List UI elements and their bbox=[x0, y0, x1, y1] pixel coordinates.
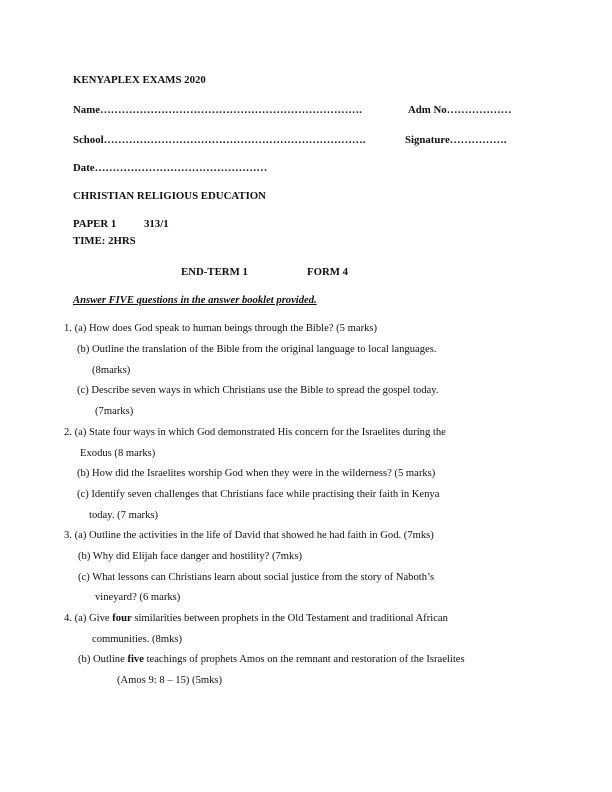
question-2c-cont: today. (7 marks) bbox=[89, 510, 159, 521]
question-2a: 2. (a) State four ways in which God demonstrated His concern for the Israelites during the bbox=[64, 427, 446, 438]
q4b-text-rest: teachings of prophets Amos on the remnant and restoration of the Israelites bbox=[143, 654, 465, 665]
exam-title: KENYAPLEX EXAMS 2020 bbox=[73, 74, 206, 86]
form-label: FORM 4 bbox=[307, 266, 349, 278]
question-3c-cont: vineyard? (6 marks) bbox=[95, 592, 181, 603]
q4a-emphasis: four bbox=[112, 613, 132, 624]
signature-field: Signature……………. bbox=[405, 134, 507, 146]
date-field: Date………………………………………… bbox=[73, 162, 268, 174]
paper-code: 313/1 bbox=[144, 218, 169, 230]
q4b-text: (b) Outline bbox=[78, 654, 128, 665]
question-4b bbox=[78, 653, 465, 667]
q4a-text: 4. (a) Give bbox=[64, 613, 113, 624]
instructions: Answer FIVE questions in the answer booklet provided. bbox=[73, 295, 317, 306]
question-3a: 3. (a) Outline the activities in the life of David that showed he had faith in God. (7mks) bbox=[64, 530, 434, 541]
question-4a bbox=[64, 612, 448, 626]
question-3c: (c) What lessons can Christians learn about social justice from the story of Naboth’s bbox=[78, 572, 435, 583]
subject-title: CHRISTIAN RELIGIOUS EDUCATION bbox=[73, 190, 266, 202]
time-allowed: TIME: 2HRS bbox=[73, 235, 136, 247]
question-4b-cont: (Amos 9: 8 – 15) (5mks) bbox=[117, 675, 223, 686]
question-1b-marks: (8marks) bbox=[92, 365, 131, 376]
question-2a-cont: Exodus (8 marks) bbox=[80, 448, 156, 459]
question-2b: (b) How did the Israelites worship God when they were in the wilderness? (5 marks) bbox=[77, 468, 436, 479]
question-2c: (c) Identify seven challenges that Christians face while practising their faith in Kenya bbox=[77, 489, 440, 500]
question-3b: (b) Why did Elijah face danger and hostility? (7mks) bbox=[78, 551, 302, 562]
name-field: Name………………………………………………………………. bbox=[73, 104, 362, 116]
question-1a: 1. (a) How does God speak to human beings through the Bible? (5 marks) bbox=[64, 323, 378, 334]
question-1c-marks: (7marks) bbox=[95, 406, 134, 417]
question-1c: (c) Describe seven ways in which Christians use the Bible to spread the gospel today. bbox=[77, 385, 439, 396]
question-4a-cont: communities. (8mks) bbox=[92, 634, 183, 645]
q4b-emphasis: five bbox=[127, 654, 144, 665]
school-field: School………………………………………………………………. bbox=[73, 134, 366, 146]
paper-number: PAPER 1 bbox=[73, 218, 117, 230]
adm-no-field: Adm No……………… bbox=[408, 104, 512, 116]
q4a-text-rest: similarities between prophets in the Old Testament and traditional African bbox=[131, 613, 448, 624]
question-1b: (b) Outline the translation of the Bible from the original language to local languages. bbox=[77, 344, 437, 355]
term-label: END-TERM 1 bbox=[181, 266, 248, 278]
